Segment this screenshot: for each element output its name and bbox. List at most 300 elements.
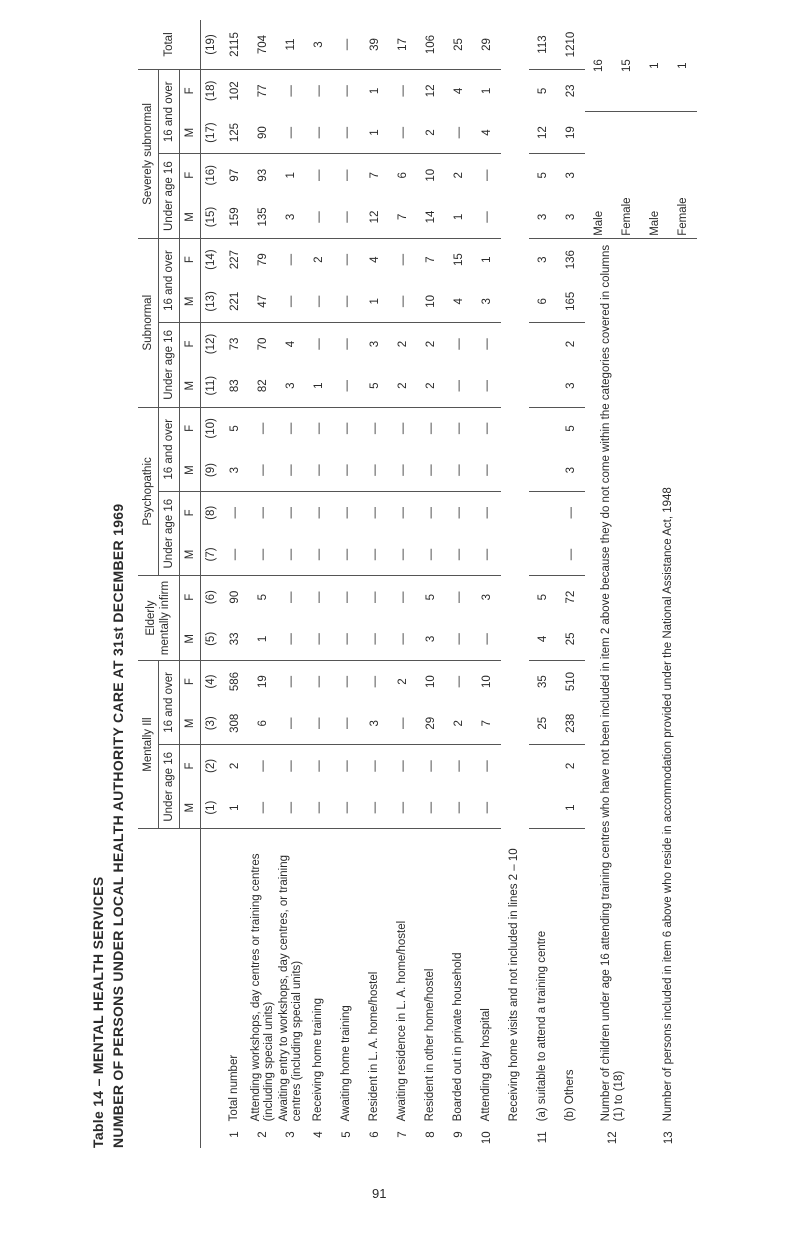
table-cell: — <box>333 618 361 660</box>
row-number: 9 <box>452 1131 465 1138</box>
table-cell: — <box>396 760 409 772</box>
table-cell: — <box>284 591 297 603</box>
col-number: (19) <box>201 20 222 70</box>
table-cell: — <box>312 338 325 350</box>
table-cell: 16 <box>585 20 613 112</box>
table-cell: 6 <box>529 280 557 322</box>
table-cell: — <box>256 507 269 519</box>
table-cell: 2 <box>564 762 577 770</box>
table-cell: 1 <box>557 787 585 829</box>
sex-m: M <box>180 702 201 744</box>
table-cell: 72 <box>564 590 577 604</box>
col-number: (9) <box>201 449 222 491</box>
table-cell: — <box>368 760 381 772</box>
col-number: (5) <box>201 618 222 660</box>
table-cell <box>529 745 557 787</box>
table-cell: 3 <box>473 280 501 322</box>
table-cell: 5 <box>536 87 549 95</box>
table-cell: — <box>445 787 473 829</box>
table-cell: — <box>417 449 445 491</box>
table-row <box>305 20 333 1148</box>
row-label: Attending workshops, day centres or training centres (including special units) <box>249 853 275 1122</box>
table-cell: 14 <box>417 196 445 238</box>
table-cell <box>529 787 557 829</box>
table-cell: 136 <box>564 250 577 270</box>
table-cell: — <box>284 422 297 435</box>
table-cell: — <box>333 449 361 491</box>
table-cell: 2 <box>445 702 473 744</box>
row-label: Receiving home training <box>312 997 325 1122</box>
row-number: 11 <box>536 1131 549 1144</box>
table-cell <box>529 323 557 365</box>
table-cell: 1 <box>669 20 697 112</box>
table-cell: 12 <box>529 112 557 154</box>
table-cell: 3 <box>564 172 577 179</box>
table-cell: — <box>452 422 465 435</box>
sex-m: M <box>180 365 201 407</box>
table-cell: — <box>452 507 465 519</box>
table-cell: — <box>340 507 353 519</box>
table-cell: — <box>557 534 585 576</box>
table-cell: — <box>312 422 325 435</box>
table-cell <box>529 534 557 576</box>
table-cell: 77 <box>256 84 269 98</box>
table-cell: 1 <box>221 787 249 829</box>
row-number: 2 <box>256 1131 269 1138</box>
table-cell: — <box>368 507 381 519</box>
col-number: (2) <box>204 758 217 773</box>
row-number: 7 <box>396 1131 409 1138</box>
table-cell: — <box>396 85 409 97</box>
table-cell: 5 <box>536 593 549 601</box>
table-cell: — <box>333 20 361 70</box>
table-cell: — <box>312 591 325 603</box>
row-label: Number of children under age 16 attending training centres who have not been included in item 2 above because they do not come within the categories covered in columns (1) to (18) <box>599 244 625 1122</box>
table-cell: — <box>452 338 465 350</box>
table-cell: 70 <box>256 337 269 351</box>
table-cell: — <box>340 169 353 182</box>
table-cell: 5 <box>424 593 437 601</box>
table-cell: — <box>480 338 493 350</box>
table-cell: — <box>389 280 417 322</box>
table-cell: — <box>340 760 353 772</box>
table-cell: — <box>340 422 353 435</box>
table-cell: 2 <box>228 762 241 770</box>
table-cell: 5 <box>536 172 549 179</box>
table-cell: 1 <box>361 280 389 322</box>
table-cell: 238 <box>557 702 585 744</box>
table-cell: 308 <box>221 702 249 744</box>
group-psychopathic: Psychopathic <box>138 407 159 576</box>
table-row <box>585 20 613 1148</box>
table-cell: 2 <box>424 340 437 348</box>
row-number: 3 <box>284 1131 297 1138</box>
page-number: 91 <box>372 1186 387 1201</box>
table-cell: — <box>480 760 493 772</box>
age-16-over: 16 and over <box>159 70 180 154</box>
table-title: Table 14 – MENTAL HEALTH SERVICES <box>90 876 106 1148</box>
table-cell: 47 <box>249 280 277 322</box>
table-cell: — <box>305 702 333 744</box>
table-cell: — <box>445 534 473 576</box>
table-cell: — <box>249 449 277 491</box>
col-number: (18) <box>204 80 217 102</box>
row-label: Resident in L. A. home/hostel <box>368 971 381 1122</box>
sex-f: F <box>180 491 201 533</box>
table-cell: 102 <box>228 81 241 101</box>
table-cell: — <box>368 422 381 435</box>
row-label: (a) suitable to attend a training centre <box>536 930 549 1122</box>
table-cell: — <box>277 702 305 744</box>
table-cell: — <box>361 449 389 491</box>
table-cell: 2 <box>452 172 465 179</box>
table-subtitle: NUMBER OF PERSONS UNDER LOCAL HEALTH AUTHORITY CARE AT 31st DECEMBER 1969 <box>110 503 126 1148</box>
table-cell: 2 <box>417 112 445 154</box>
table-cell: 10 <box>424 168 437 182</box>
table-cell: — <box>305 112 333 154</box>
table-cell: 1 <box>641 20 669 112</box>
table-row <box>277 20 305 1148</box>
table-cell: — <box>305 787 333 829</box>
sex-m: M <box>180 534 201 576</box>
table-cell: 3 <box>480 593 493 601</box>
table-cell: 2 <box>396 340 409 348</box>
table-cell: 4 <box>529 618 557 660</box>
sex-m: M <box>180 449 201 491</box>
table-cell: 3 <box>557 196 585 238</box>
sex-f: F <box>180 70 201 112</box>
table-cell: 3 <box>368 340 381 348</box>
table-cell <box>529 491 557 533</box>
row-number: 5 <box>340 1131 353 1138</box>
col-number-spacer <box>201 829 222 1148</box>
col-number: (6) <box>204 590 217 605</box>
table-cell: — <box>333 280 361 322</box>
table-cell: 19 <box>256 675 269 688</box>
table-cell: 165 <box>557 280 585 322</box>
table-cell: — <box>333 196 361 238</box>
col-number: (16) <box>204 165 217 186</box>
header-corner <box>138 829 201 1148</box>
table-cell: 1 <box>368 87 381 95</box>
table-cell: — <box>480 422 493 435</box>
table-cell: 15 <box>613 20 641 112</box>
table-cell: 73 <box>228 337 241 351</box>
table-cell: — <box>228 507 241 519</box>
table-cell: 2 <box>564 340 577 348</box>
table-cell: — <box>361 618 389 660</box>
table-cell: 4 <box>368 256 381 263</box>
row-label: Number of persons included in item 6 above who reside in accommodation provided under the National Assistance Act, 1948 <box>662 487 675 1122</box>
table-cell: 586 <box>228 671 241 692</box>
table-cell: — <box>312 675 325 688</box>
table-cell: — <box>389 702 417 744</box>
table-cell: 135 <box>249 196 277 238</box>
table-cell: — <box>284 253 297 266</box>
table-cell: 90 <box>249 112 277 154</box>
sex-f: F <box>180 576 201 618</box>
table-cell: — <box>396 422 409 435</box>
table-cell: 3 <box>305 20 333 70</box>
table-cell: 6 <box>396 172 409 179</box>
table-cell: — <box>305 449 333 491</box>
table-cell: — <box>368 675 381 688</box>
row-label: Awaiting home training <box>340 1005 353 1122</box>
table-cell: — <box>277 112 305 154</box>
table-cell: 39 <box>361 20 389 70</box>
group-severely-subnormal: Severely subnormal <box>138 70 159 239</box>
table-cell: 3 <box>221 449 249 491</box>
table-cell: — <box>284 760 297 772</box>
table-cell: 510 <box>564 671 577 692</box>
table-cell: 1 <box>445 196 473 238</box>
table-cell: 1 <box>284 172 297 179</box>
table-cell: — <box>389 787 417 829</box>
table-cell: 12 <box>361 196 389 238</box>
table-cell: 12 <box>424 84 437 98</box>
table-cell: — <box>277 618 305 660</box>
table-cell: 19 <box>557 112 585 154</box>
table-cell: — <box>473 196 501 238</box>
table-cell: 159 <box>221 196 249 238</box>
table-cell: — <box>564 507 577 519</box>
sex-f: F <box>180 154 201 196</box>
sex-m: M <box>180 196 201 238</box>
table-cell: 25 <box>557 618 585 660</box>
table-cell: 5 <box>256 593 269 601</box>
sex-m: M <box>180 112 201 154</box>
row-label: Resident in other home/hostel <box>424 968 437 1122</box>
table-cell: — <box>284 85 297 97</box>
table-cell: — <box>305 618 333 660</box>
table-cell: — <box>277 787 305 829</box>
age-16-over: 16 and over <box>159 660 180 744</box>
table-cell: — <box>340 675 353 688</box>
table-cell: — <box>340 85 353 97</box>
table-cell: 1 <box>305 365 333 407</box>
table-row <box>641 20 669 1148</box>
sex-label: Female <box>613 112 641 239</box>
table-cell: 10 <box>417 280 445 322</box>
col-number: (11) <box>201 365 222 407</box>
table-cell: — <box>389 618 417 660</box>
table-cell: — <box>473 449 501 491</box>
table-cell: 35 <box>536 675 549 688</box>
table-cell: — <box>305 280 333 322</box>
table-cell: — <box>452 591 465 603</box>
table-cell: — <box>221 534 249 576</box>
table-row <box>445 20 473 1148</box>
row-number: 10 <box>480 1131 493 1145</box>
table-cell: — <box>445 618 473 660</box>
table-cell: — <box>305 534 333 576</box>
table-cell: — <box>340 591 353 603</box>
table-cell: — <box>361 534 389 576</box>
table-cell: 7 <box>424 256 437 263</box>
table-cell: 79 <box>256 253 269 267</box>
table-cell: 15 <box>452 253 465 267</box>
group-elderly: Elderly mentally infirm <box>138 576 180 660</box>
table-row <box>249 20 277 1148</box>
table-cell: 3 <box>417 618 445 660</box>
sex-label: Female <box>669 112 697 239</box>
table-cell: 33 <box>221 618 249 660</box>
table-cell: — <box>249 787 277 829</box>
table-cell: 3 <box>529 196 557 238</box>
col-number: (12) <box>204 333 217 355</box>
age-under16: Under age 16 <box>159 323 180 407</box>
table-cell: 5 <box>564 425 577 432</box>
table-cell: — <box>312 169 325 182</box>
table-cell: — <box>417 787 445 829</box>
table-cell: — <box>452 760 465 772</box>
table-cell: 3 <box>557 365 585 407</box>
table-cell: 17 <box>389 20 417 70</box>
table-cell: — <box>333 365 361 407</box>
sex-f: F <box>180 660 201 702</box>
table-cell: — <box>249 534 277 576</box>
row-number: 8 <box>424 1131 437 1138</box>
table-cell: 1 <box>249 618 277 660</box>
sex-m: M <box>180 280 201 322</box>
sex-f: F <box>180 323 201 365</box>
row-number: 4 <box>312 1131 325 1138</box>
table-row <box>333 20 361 1148</box>
table-cell: — <box>445 112 473 154</box>
table-cell: — <box>284 675 297 688</box>
table-cell: — <box>389 449 417 491</box>
row-label: Receiving home visits and not included in lines 2 – 10 <box>508 848 521 1122</box>
table-cell: 7 <box>368 172 381 179</box>
table-cell: — <box>417 534 445 576</box>
table-cell: — <box>396 591 409 603</box>
table-cell <box>529 407 557 449</box>
table-cell: — <box>333 702 361 744</box>
table-cell: — <box>284 507 297 519</box>
table-cell: — <box>452 675 465 688</box>
col-number: (7) <box>201 534 222 576</box>
sex-f: F <box>180 407 201 449</box>
row-number: 12 <box>606 1131 619 1145</box>
row-label: Attending day hospital <box>480 1008 493 1122</box>
sex-f: F <box>180 745 201 787</box>
table-cell: 2 <box>312 256 325 263</box>
header-row-col-numbers <box>201 20 222 1148</box>
table-cell: 3 <box>361 702 389 744</box>
table-cell: — <box>445 365 473 407</box>
table-row <box>417 20 445 1148</box>
table-cell: 2 <box>389 365 417 407</box>
col-number: (15) <box>201 196 222 238</box>
table-cell: 2 <box>396 678 409 685</box>
age-under16: Under age 16 <box>159 491 180 575</box>
table-cell: 3 <box>277 196 305 238</box>
table-cell: — <box>389 534 417 576</box>
sex-label: Male <box>585 112 613 239</box>
age-under16: Under age 16 <box>159 745 180 829</box>
table-cell: 10 <box>480 675 493 688</box>
table-cell: 5 <box>361 365 389 407</box>
table-cell: 4 <box>284 340 297 348</box>
row-label: Total number <box>228 1054 241 1122</box>
row-label: Awaiting entry to workshops, day centres, or training centres (including special units) <box>277 854 303 1122</box>
col-number: (14) <box>204 249 217 270</box>
col-number: (13) <box>201 280 222 322</box>
table-row <box>361 20 389 1148</box>
table-cell: 1210 <box>557 20 585 70</box>
row-number: 6 <box>368 1131 381 1138</box>
table-cell: 7 <box>389 196 417 238</box>
table-cell: 4 <box>473 112 501 154</box>
table-cell <box>529 365 557 407</box>
col-number: (10) <box>204 418 217 439</box>
table-cell: 1 <box>480 256 493 263</box>
table-cell: — <box>305 196 333 238</box>
row-number: 1 <box>228 1131 241 1138</box>
table-cell: 4 <box>452 87 465 95</box>
table-cell: — <box>424 422 437 435</box>
table-cell: — <box>312 760 325 772</box>
table-cell: — <box>340 253 353 266</box>
table-cell: — <box>424 507 437 519</box>
table-cell: 221 <box>221 280 249 322</box>
table-cell: — <box>333 112 361 154</box>
table-row <box>529 20 557 1148</box>
table-cell: — <box>424 760 437 772</box>
table-cell: 4 <box>445 280 473 322</box>
table-cell: 10 <box>424 675 437 688</box>
table-cell: 3 <box>277 365 305 407</box>
table-cell: 704 <box>249 20 277 70</box>
table-cell: 25 <box>529 702 557 744</box>
table-cell: 25 <box>445 20 473 70</box>
table-cell: 83 <box>221 365 249 407</box>
table-cell: — <box>256 760 269 772</box>
header-row-groups <box>138 20 159 1148</box>
table-cell: — <box>480 169 493 182</box>
table-cell: 23 <box>564 84 577 98</box>
table-cell: 29 <box>473 20 501 70</box>
col-number: (1) <box>201 787 222 829</box>
table-cell: 106 <box>417 20 445 70</box>
table-cell: 3 <box>536 256 549 263</box>
col-number: (3) <box>201 702 222 744</box>
table-cell: — <box>340 338 353 350</box>
table-cell: — <box>480 507 493 519</box>
table-cell: 7 <box>473 702 501 744</box>
table-row <box>389 20 417 1148</box>
table-cell: 82 <box>249 365 277 407</box>
table-cell: — <box>396 253 409 266</box>
table-cell: — <box>473 365 501 407</box>
table-cell <box>529 449 557 491</box>
sex-label: Male <box>641 112 669 239</box>
group-subnormal: Subnormal <box>138 238 159 407</box>
col-number: (8) <box>204 505 217 520</box>
row-number: 13 <box>662 1131 675 1145</box>
row-label: Boarded out in private household <box>452 952 465 1122</box>
table-cell: 113 <box>529 20 557 70</box>
table-cell: — <box>277 534 305 576</box>
table-cell: — <box>312 507 325 519</box>
table-row <box>501 20 529 1148</box>
table-cell: 1 <box>361 112 389 154</box>
data-table <box>138 20 697 1148</box>
table-cell: 90 <box>228 590 241 604</box>
group-total: Total <box>138 20 201 70</box>
table-cell: — <box>277 280 305 322</box>
table-cell: — <box>256 422 269 435</box>
